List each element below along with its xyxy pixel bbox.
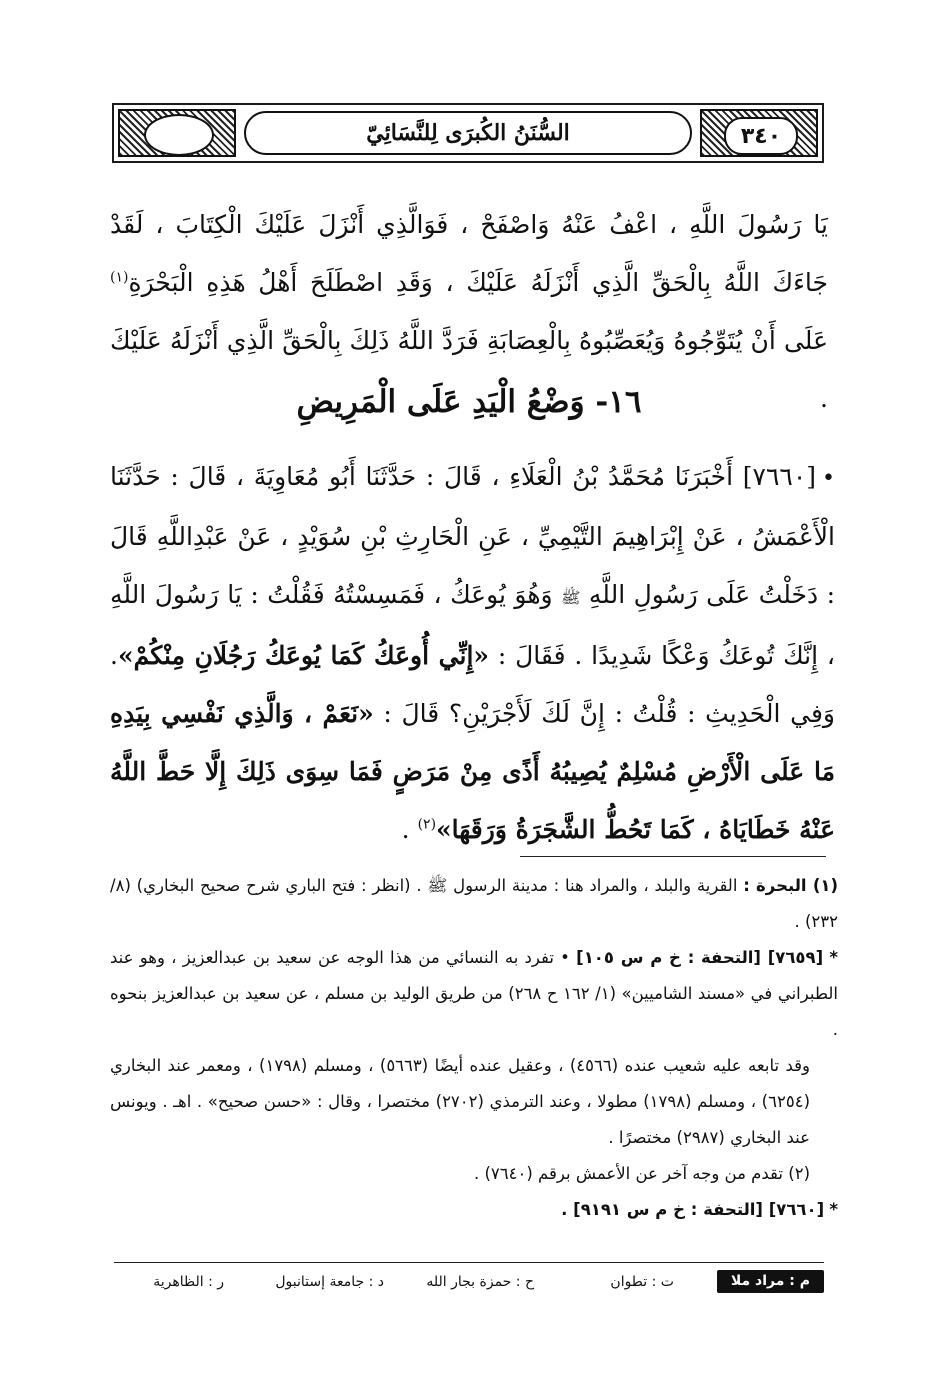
footnote-7659-more: وقد تابعه عليه شعيب عنده (٤٥٦٦) ، وعقيل عنده أيضًا (٥٦٦٣) ، ومسلم (١٧٩٨) ، ومعمر عند البخاري (٦٢٥٤) ، ومسلم (١٧٩٨) مطولا ، وعند الترمذي (٢٧٠٢) مختصرا ، وقال : «حسن صحيح» . اهـ . ويونس عند البخاري (٢٩٨٧) مختصرًا .	[110, 1056, 811, 1147]
footnote-7659-head: [٧٦٥٩] [التحفة : خ م س ١٠٥]	[576, 948, 824, 967]
hadith-end: .	[401, 815, 418, 844]
bullet-icon: •	[822, 466, 836, 491]
page-number: ٣٤٠	[724, 117, 798, 155]
footnote-7660	[110, 1192, 838, 1228]
title-seal-logo	[144, 114, 214, 156]
hadith-narration: وَهُوَ يُوعَكُ ، فَمَسِسْتُهُ فَقُلْتُ : يَا رَسُولَ اللَّهِ ، إِنَّكَ تُوعَكُ وَعْكًا شَدِيدًا . فَقَالَ :	[110, 580, 835, 670]
legend-r: ر : الظاهرية	[153, 1274, 224, 1290]
footnote-1-label: (١) البحرة :	[743, 876, 838, 895]
hadith-number: [٧٦٦٠]	[742, 462, 817, 491]
legend-t: ت : تطوان	[610, 1274, 674, 1290]
paragraph-text: يَا رَسُولَ اللَّهِ ، اعْفُ عَنْهُ وَاصْفَحْ ، فَوَالَّذِي أَنْزَلَ عَلَيْكَ الْكِتَابَ ، لَقَدْ جَاءَكَ اللَّهُ بِالْحَقِّ الَّذِي أَنْزَلَهُ عَلَيْكَ ، وَقَدِ اصْطَلَحَ أَهْلُ هَذِهِ الْبَحْرَةِ	[110, 210, 828, 297]
footnote-1	[110, 868, 838, 940]
section-heading: ١٦- وَضْعُ الْيَدِ عَلَى الْمَرِيضِ	[296, 384, 642, 420]
header-ornament-left	[118, 109, 236, 157]
footer-separator	[114, 1262, 824, 1263]
salutation-glyph: ﷺ	[561, 588, 581, 607]
footnote-7659	[110, 940, 838, 1048]
footnote-ref-1: (١)	[110, 269, 129, 286]
footnote-2: (٢) تقدم من وجه آخر عن الأعمش برقم (٧٦٤٠) .	[473, 1164, 810, 1183]
header-ornament-right	[700, 109, 818, 157]
prophet-quote-1: «إِنِّي أُوعَكُ كَمَا يُوعَكُ رَجُلَانِ مِنْكُمْ»	[117, 641, 490, 670]
footnote-7660-text: [٧٦٦٠] [التحفة : خ م س ٩١٩١] .	[561, 1200, 825, 1219]
manuscript-legend	[114, 1268, 824, 1302]
footnotes	[110, 868, 838, 1228]
page-header	[112, 103, 824, 163]
legend-h: ح : حمزة بجار الله	[426, 1274, 534, 1290]
legend-m: م : مراد ملا	[717, 1270, 824, 1293]
paragraph-tail: عَلَى أَنْ يُتَوِّجُوهُ وَيُعَصِّبُوهُ بِالْعِصَابَةِ فَرَدَّ اللَّهُ ذَلِكَ بِالْحَقِّ الَّذِي أَنْزَلَهُ عَلَيْكَ .	[110, 326, 828, 413]
hadith-7660	[110, 448, 835, 859]
prophet-quote-2: «نَعَمْ ، وَالَّذِي نَفْسِي بِيَدِهِ مَا عَلَى الْأَرْضِ مُسْلِمٌ يُصِيبُهُ أَذًى مِنْ مَرَضٍ فَمَا سِوَى ذَلِكَ إِلَّا حَطَّ اللَّهُ عَنْهُ خَطَايَاهُ ، كَمَا تَحُطُّ الشَّجَرَةُ وَرَقَهَا»	[110, 699, 835, 844]
footnote-separator	[520, 856, 826, 857]
asterisk-icon: *	[829, 948, 839, 967]
asterisk-icon: *	[829, 1200, 838, 1219]
legend-d: د : جامعة إستانبول	[275, 1274, 384, 1290]
hadith-narration-2: . وَفِي الْحَدِيثِ : قُلْتُ : إِنَّ لَكَ لَأَجْرَيْنِ؟ قَالَ :	[110, 641, 835, 728]
akhbarana-word: أَخْبَرَنَا	[674, 462, 734, 491]
footnote-ref-2: (٢)	[417, 816, 437, 833]
running-title: السُّنَنُ الكُبرَى لِلنَّسَائِيّ	[244, 111, 692, 155]
footnote-7659-text: • تفرد به النسائي من هذا الوجه عن سعيد بن عبدالعزيز ، وهو عند الطبراني في «مسند الشاميين» (١/ ١٦٢ ح ٢٦٨) من طريق الوليد بن مسلم ، عن سعيد بن عبدالعزيز بنحوه .	[110, 948, 838, 1039]
footnote-1-text: القرية والبلد ، والمراد هنا : مدينة الرسول ﷺ . (انظر : فتح الباري شرح صحيح البخاري) (٨/ ٢٣٢) .	[110, 876, 838, 931]
hadith-isnad: مُحَمَّدُ بْنُ الْعَلَاءِ ، قَالَ : حَدَّثَنَا أَبُو مُعَاوِيَةَ ، قَالَ : حَدَّثَنَا الْأَعْمَشُ ، عَنْ إِبْرَاهِيمَ التَّيْمِيِّ ، عَنِ الْحَارِثِ بْنِ سُوَيْدٍ ، عَنْ عَبْدِاللَّهِ قَالَ : دَخَلْتُ عَلَى رَسُولِ اللَّهِ	[110, 462, 835, 609]
